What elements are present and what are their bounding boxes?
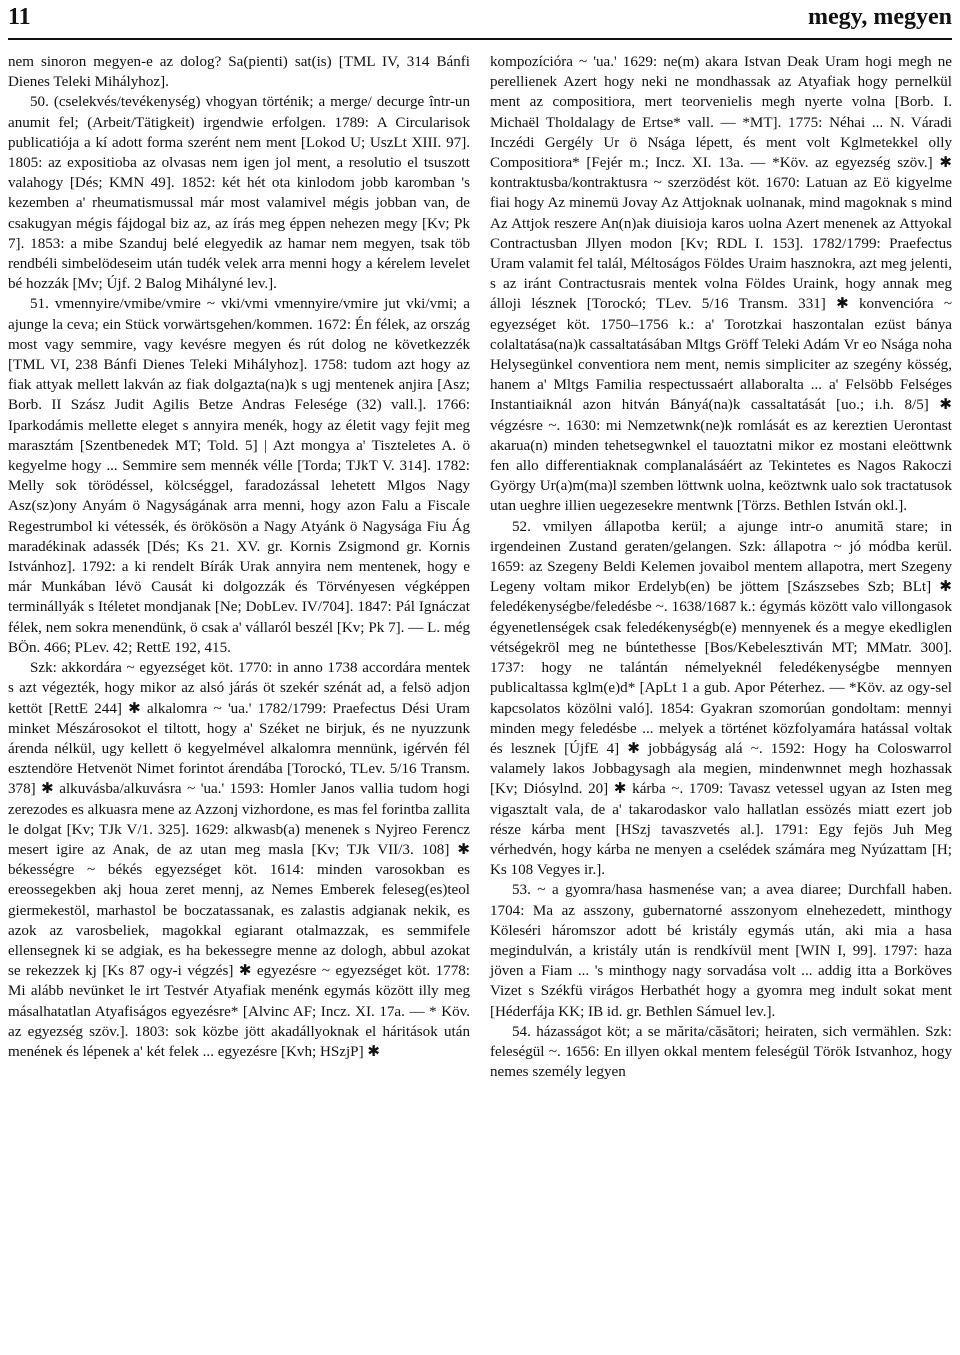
entry-paragraph: 51. vmennyire/vmibe/vmire ~ vki/vmi vmennyire/vmire jut vki/vmi; a ajunge la ceva; ein Stück vorwärtsgehen/kommen. 1672: Én félek, az ország most vagy semmire, vagy kevésre megyen és rút dolog ne következzék [TML VI, 238 Bánfi Dienes Teleki Mihályhoz]. 1758: tudom azt hogy az fiak attyak mellett lakván az fiak dolgazta(na)k s ugj mentenek anjira [Asz; Borb. II Szász Judit Agilis Betze Andras Felesége (32) vall.]. 1766: Iparkodámis mellette eleget s annyira menék, hogy az életit vagy fejit meg marasztám [Szentbenedek MT; Told. 5] | Azt mongya a' Tiszteletes A. ö kegyelme hogy ... Semmire sem mennék vélle [Torda; TJkT V. 314]. 1782: Melly sok törödéssel, kölcséggel, faradozással lehetett Mlgos Nagy Asz(sz)ony Anyám ö Nagyságának arra menni, hogy azon Falu a Fiscale Regestrumbol ki vétessék, és örökösön a Nagy Atyánk ö Nagysága Fiu Ág maradékinak adassék [Dés; Ks 21. XV. gr. Kornis Zsigmond gr. Kornis Istvánhoz]. 1792: a ki rendelt Bírák Urak annyira nem mentenek, hogy e már Munkában lévö Causát ki dolgozzák és Törvényesen végképpen terminállyák s Itéletet mondjanak [Ne; DobLev. IV/704]. 1847: Pál Ignáczat félek, nem sokra menendünk, ö csak a' vállaról beszél [Kv; Pk 7]. — L. még BÖn. 466; PLev. 42; RettE 192, 415. — [8, 296, 470, 656]
entry-paragraph: 50. (cselekvés/tevékenység) vhogyan történik; a merge/ decurge într-un anumit fel; (Arbeit/Tätigkeit) irgendwie erfolgen. 1789: A Circularisok publicatiója a kí adott forma szerént nem ment [Lokod U; UszLt XIII. 97]. 1805: az expositioba az olvasas nem igen jol ment, a resolutio el tsuszott valahogy [Dés; KMN 49]. 1852: két hét ota kinlodom jobb karomban 's kezemben a' rheumatismussal már most valamivel mégis jobban van, de csakugyan mégis fájdogal biz az, az írás meg éppen nehezen megy [Kv; Pk 7]. 1853: a mibe Szanduj belé elegyedik az hamar nem megyen, tsak töb rendbéli simbelödeseim után tudék velek arra menni hogy a kérelem levelet bé hozzák [Mv; Újf. 2 Balog Mihályné lev.]. — [8, 94, 470, 293]
right-column — [490, 52, 952, 1349]
entry-paragraph: nem sinoron megyen-e az dolog? Sa(pienti) sat(is) [TML IV, 314 Bánfi Dienes Teleki Mihályhoz]. — [8, 54, 470, 91]
entry-paragraph: Szk: akkordára ~ egyezséget köt. 1770: in anno 1738 accordára mentek s azt végezték, hogy mikor az alsó járás öt szekér szénát ad, a felsö adjon kettöt [RettE 244] ✱ alkalomra ~ 'ua.' 1782/1799: Praefectus Dési Uram minket Mészárosokot el tiltott, hogy a' Széket ne birjuk, és ne nyuzzunk árenda nélkül, ugy kellett ö kegyelmével alkalomra mennünk, igérvén fél esztendöre Hetvenöt Nimet forintot árendába [Torockó, TLev. 5/16 Transm. 378] ✱ alkuvásba/alkuvásra ~ 'ua.' 1593: Homler Janos vallia tudom hogi zerezodes es alkuasra mene az Azzonj vizhordone, es mas fel forintba zallita le dolgat [Kv; TJk V/1. 325]. 1629: alkwasb(a) menenek s Nyjreo Ferencz mesert igire az Anak, de az utan meg masla [Kv; TJk VII/3. 108] ✱ békességre ~ békés egyezséget köt. 1614: minden varosokban es ereossegekben akj houa zeret mennj, az Nemes Emberek feleseg(es)teol giermekestöl, marhastol be boczatassanak, es zalastis adgianak nekik, es azok az varosbeliek, magokkal egiarant otalmazzak, es semmifele ellensegnek ki se adgiak, es ha bekessegre menne az dologh, abbul azokat se rekezzek kj [Ks 87 ogy-i végzés] ✱ egyezésre ~ egyezséget köt. 1778: Mi alább nevünket le irt Testvér Atyafiak menénk egymás között illy meg másalhatatlan Atyafiságos egyezésre* [Alvinc AF; Incz. XI. 17a. — * Köv. az egyezség szöv.]. 1803: sok közbe jött akadállyoknak el háritások után menének és lépenek a' két felek ... egyezésre [Kvh; HSzjP] ✱ — [8, 660, 470, 1060]
running-headword: megy, megyen — [808, 4, 952, 30]
left-column — [8, 52, 470, 1349]
entry-paragraph: kompozícióra ~ 'ua.' 1629: ne(m) akara Istvan Deak Uram hogi megh ne perellienek Azert hogy neki ne mondhassak az Atyafiak hogy pernelkül ment az compositiora, mert teorvenielis megh nyerte volna [Borb. I. Michaël Tholdalagy de Ertse* vall. — *MT]. 1775: Néhai ... N. Váradi Inczédi Gergély Ur ö Nsága lépett, és ment volt Kglmetekkel olly Compositiora* [Fejér m.; Incz. XI. 13a. — *Köv. az egyezség szöv.] ✱ kontraktusba/kontraktusra ~ szerzödést köt. 1670: Latuan az Eö kigyelme fiai hogy Az minemü Jovay Az Attjoknak uolnanak, mind magoknak s mind Az Attjok reszere An(n)ak diuisioja karos uolna Azert menenek az Attyokal Contractusban Jllyen modon [Kv; RDL I. 153]. 1782/1799: Praefectus Uram valamit fel talál, Méltoságos Földes Uraim hasznokra, azt meg jelenti, s az iránt Contractusrais mentek volna Földes Uraink, hogy annak meg álloji lésznek [Torockó; TLev. 5/16 Transm. 331] ✱ konvencióra ~ egyezséget köt. 1750–1756 k.: a' Torotzkai haszontalan ezüst bánya colaltatása(na)k cassaltatásában Mltgs Gröff Teleki Adám Vr eo Nsága noha Helysegünkel conventiora nem ment, nemis simpliciter az szegény kösség, hanem a' Mltgs Familia respectussaért allaboralta ... a' Felsöbb Felséges Instantiaiknál azon hitván Bányá(na)k cassaltatását [uo.; i.h. 8/5] ✱ végzésre ~. 1630: mi Nemzetwnk(ne)k romlását es az kereztien Uerontast akarua(n) minden tehetsegwnkel el tauoztatni mikor ez mostani eleöttwnk fen allo differentiaknak complanalásáért az Tekintetes es Nagos Rakoczi György Ur(a)m(ma)l szemben löttwnk uolna, keöztwnk ualo sok tractatusok utan ueghre illien uegezesekre mentwnk [Törzs. Bethlen István okl.]. — [490, 54, 952, 515]
entry-paragraph: 53. ~ a gyomra/hasa hasmenése van; a avea diaree; Durchfall haben. 1704: Ma az asszony, gubernatorné asszonyom elnehezedett, minthogy Köleséri háromszor adott bé kristály egymás után, aki mia a hasa megindulván, a kristály után is rendkívül ment [WIN I, 99]. 1797: haza jöven a Fiam ... 's minthogy nagy sorvadása volt ... addig itta a Borköves Vizet s Székfü virágos Herbathét hogy a gyomra meg indult sokat ment [Héderfája KK; IB id. gr. Bethlen Sámuel lev.]. — [490, 882, 952, 1020]
page-number: 11 — [8, 4, 31, 30]
dictionary-columns — [8, 52, 952, 1349]
entry-paragraph: 52. vmilyen állapotba kerül; a ajunge intr-o anumită stare; in irgendeinen Zustand geraten/gelangen. Szk: állapotra ~ jó módba kerül. 1659: az Szegeny Beldi Kelemen jovaibol mentem allapotra, mert Szegeny Legeny voltam mikor Erdelyb(en) be jöttem [Szászsebes Szb; BLt] ✱ feledékenységbe/feledésbe ~. 1638/1687 k.: égymás között valo villongasok égyenetlenségek csak feledékenységb(e) mennyenek és a megye ekedliglen vétségekröl meg ne búntethesse [Bos/Kebelesztiván MT; MMatr. 300]. 1737: hogy ne talántán némelyeknél feledékenységbe mennyen publicaltassa kglm(e)d* [ApLt 1 a gub. Apor Péterhez. — *Köv. az ogy-sel kapcsolatos közölni való]. 1854: Gyakran szomorúan gondoltam: mennyi minden megy feledésbe ... melyek a történet közfolyamára hatással voltak és lesznek [ÚjfE 4] ✱ jobbágyság alá ~. 1592: Hogy ha Coloswarrol valamely lakos Jobbagysagh ala megien, mindenwnnet megh hozhassak [Kv; Diósylnd. 20] ✱ kárba ~. 1709: Tavasz vetessel ugyan az Isten meg vigasztalt vala, de a' takarodaskor valo hallatlan essözés miatt ezert job része kárba ment [HSzj tavaszvetés al.]. 1791: Egy fejös Juh Meg vérhedvén, hogy kárba ne menyen a cselédek számára meg Nyúzattam [H; Ks 108 Vegyes ir.]. — [490, 518, 952, 879]
entry-paragraph: 54. házasságot köt; a se mărita/căsători; heiraten, sich vermählen. Szk: feleségül ~. 1656: En illyen okkal mentem feleségül Török Istvanhoz, hogy nemes személy legyen — [490, 1023, 952, 1081]
page-header — [8, 4, 952, 38]
header-rule — [8, 38, 952, 40]
